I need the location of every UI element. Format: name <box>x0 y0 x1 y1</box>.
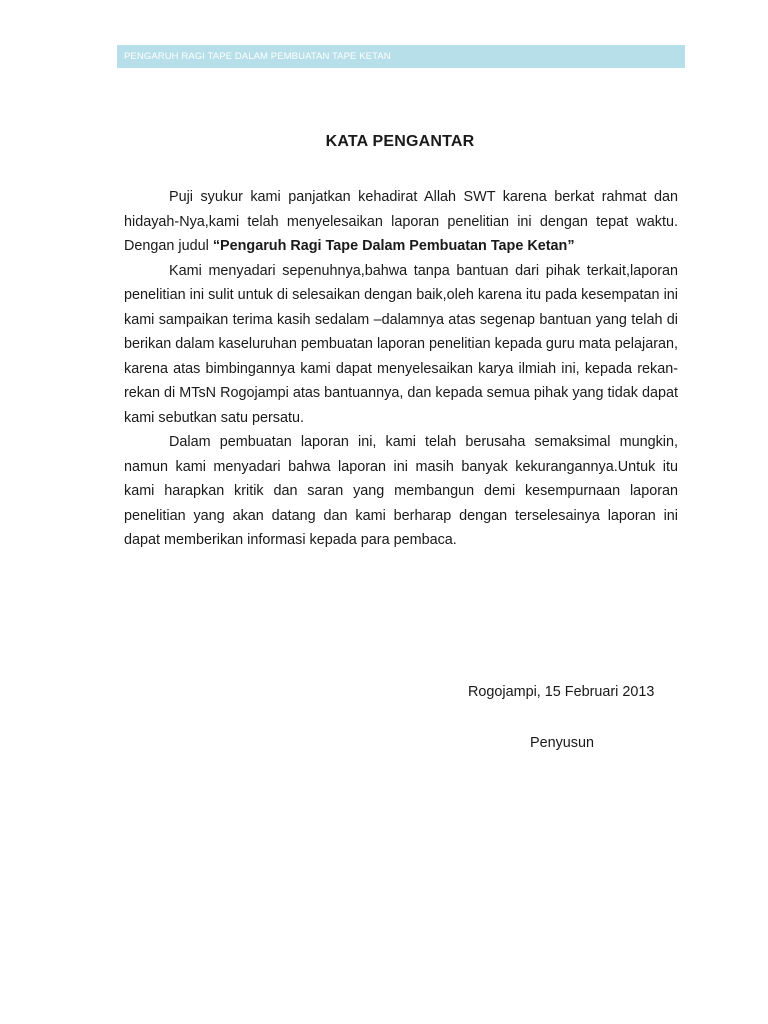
running-header-title: PENGARUH RAGI TAPE DALAM PEMBUATAN TAPE KETAN <box>124 51 391 62</box>
running-header-bar <box>117 45 685 68</box>
report-title-bold: “Pengaruh Ragi Tape Dalam Pembuatan Tape Ketan” <box>212 238 575 254</box>
paragraph-intro <box>124 185 678 259</box>
author-signature-label: Penyusun <box>530 735 595 751</box>
paragraph-acknowledgement: Kami menyadari sepenuhnya,bahwa tanpa bantuan dari pihak terkait,laporan penelitian ini sulit untuk di selesaikan dengan baik,oleh karena itu pada kesempatan ini kami sampaikan terima kasih sedalam –dalamnya atas segenap bantuan yang telah di berikan dalam kaseluruhan pembuatan laporan penelitian kepada guru mata pelajaran, karena atas bimbingannya kami dapat menyelesaikan karya ilmiah ini, kepada rekan-rekan di MTsN Rogojampi atas bantuannya, dan kepada semua pihak yang tidak dapat kami sebutkan satu persatu. <box>124 262 678 426</box>
document-body <box>124 185 678 553</box>
paragraph-closing: Dalam pembuatan laporan ini, kami telah berusaha semaksimal mungkin, namun kami menyadari bahwa laporan ini masih banyak kekurangannya.Untuk itu kami harapkan kritik dan saran yang membangun demi kesempurnaan laporan penelitian yang akan datang dan kami berharap dengan terselesainya laporan ini dapat memberikan informasi kepada para pembaca. <box>124 434 678 548</box>
place-and-date: Rogojampi, 15 Februari 2013 <box>468 684 655 700</box>
paragraph-intro-text: Puji syukur kami panjatkan kehadirat Allah SWT karena berkat rahmat dan hidayah-Nya,kami telah menyelesaikan laporan penelitian ini dengan tepat waktu. Dengan judul <box>124 189 678 254</box>
page-title: KATA PENGANTAR <box>325 133 475 150</box>
